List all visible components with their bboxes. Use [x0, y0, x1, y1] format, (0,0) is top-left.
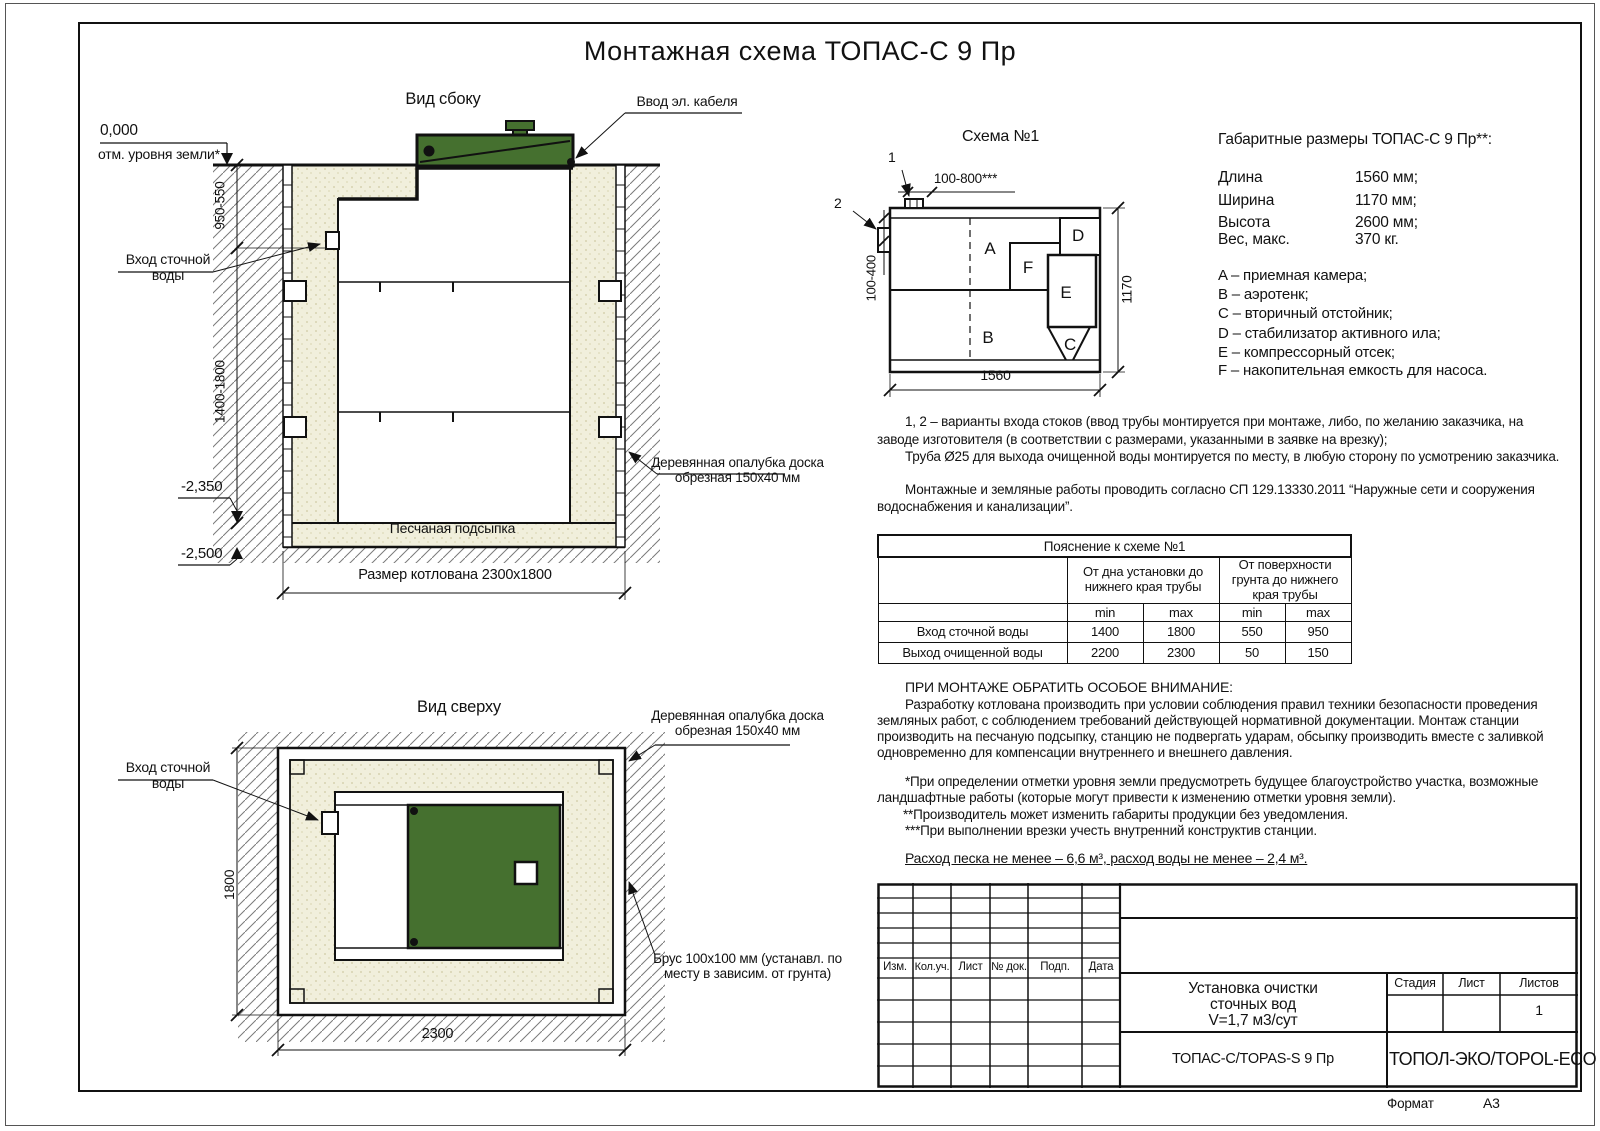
attention-line-3: производить на песчаную подсыпку, станцию не подвергать ударам, обсыпку производить вместе с заливкой	[877, 729, 1544, 744]
col-podp: Подп.	[1040, 961, 1070, 973]
row-label: Вход сточной воды	[878, 621, 1067, 642]
legend-b: B – аэротенк;	[1218, 286, 1309, 303]
table-row	[878, 621, 1351, 642]
table-group1: От дна установки до нижнего края трубы	[1067, 557, 1219, 603]
table-group2: От поверхности грунта до нижнего края трубы	[1219, 557, 1351, 603]
col-izm: Изм.	[883, 961, 907, 973]
table-corner-cell	[878, 557, 1067, 603]
title-block	[877, 883, 1597, 1088]
spec-weight-label: Вес, макс.	[1218, 231, 1290, 248]
compartment-c: C	[1063, 335, 1077, 354]
formwork-label-top: Деревянная опалубка доска обрезная 150х40 мм	[651, 708, 824, 739]
spec-height-value: 2600 мм;	[1355, 214, 1418, 231]
row-value: 1800	[1143, 621, 1219, 642]
beam-label: Брус 100х100 мм (устанавл. по месту в зависим. от грунта)	[653, 951, 842, 982]
footnote-2: **Производитель может изменить габариты продукции без уведомления.	[903, 807, 1349, 822]
legend-d: D – стабилизатор активного ила;	[1218, 325, 1441, 342]
company-name: ТОПОЛ-ЭКО/TOPOL-ECO	[1389, 1049, 1597, 1069]
row-value: 50	[1219, 642, 1285, 663]
note-line-1: 1, 2 – варианты входа стоков (ввод трубы монтируется при монтаже, либо, по желанию заказчика, на	[905, 414, 1524, 429]
note-line-2: заводе изготовителя (в соответствии с размерами, указанными в заявке на врезку);	[877, 432, 1388, 447]
spec-weight-value: 370 кг.	[1355, 231, 1399, 248]
zero-level-mark: 0,000	[100, 122, 138, 139]
row-value: 150	[1285, 642, 1351, 663]
schema1-title: Схема №1	[961, 128, 1040, 145]
dim-1800: 1800	[221, 869, 238, 901]
inlet-label-side: Вход сточной воды	[125, 251, 211, 283]
spec-length-label: Длина	[1218, 169, 1263, 186]
top-view-title: Вид сверху	[417, 698, 501, 716]
dim-1400-1800: 1400-1800	[212, 360, 228, 423]
legend-c: C – вторичный отстойник;	[1218, 305, 1393, 322]
row-value: 2200	[1067, 642, 1143, 663]
col-koluch: Кол.уч.	[914, 961, 950, 973]
col-list: Лист	[958, 961, 983, 973]
table-min-1: min	[1067, 603, 1143, 621]
schema-dim-left: 100-400	[863, 255, 879, 302]
compartment-f: F	[1022, 258, 1034, 277]
explanation-table	[877, 534, 1352, 664]
page-title: Монтажная схема ТОПАС-С 9 Пр	[583, 36, 1017, 66]
compartment-a: A	[984, 239, 996, 258]
product-title-1: Установка очистки	[1188, 980, 1318, 997]
sheet-label: Лист	[1458, 976, 1485, 990]
ground-level-note: отм. уровня земли*	[98, 146, 220, 162]
note-line-5: водоснабжения и канализации”.	[877, 499, 1073, 514]
dim-950-550: 950-550	[212, 181, 228, 230]
compartment-b: B	[982, 328, 994, 347]
format-label: Формат	[1387, 1096, 1434, 1111]
footnote-1b: ландшафтные работы (которые могут привести к изменению отметки уровня земли).	[877, 790, 1396, 805]
footnote-3: ***При выполнении врезки учесть внутренний конструктив станции.	[905, 823, 1317, 838]
schema-dim-top: 100-800***	[933, 171, 998, 186]
table-max-2: max	[1285, 603, 1351, 621]
legend-e: E – компрессорный отсек;	[1218, 344, 1395, 361]
specs-title: Габаритные размеры ТОПАС-С 9 Пр**:	[1218, 131, 1492, 148]
attention-line-1: Разработку котлована производить при условии соблюдения правил техники безопасности проведения	[905, 697, 1538, 712]
row-value: 1400	[1067, 621, 1143, 642]
compartment-e: E	[1060, 283, 1072, 302]
top-view-drawing	[80, 690, 820, 1075]
spec-length-value: 1560 мм;	[1355, 169, 1418, 186]
inlet-label-top: Вход сточной воды	[125, 759, 211, 791]
legend-a: A – приемная камера;	[1218, 267, 1368, 284]
pit-size-label: Размер котлована 2300х1800	[358, 567, 552, 583]
note-line-3: Труба Ø25 для выхода очищенной воды монтируется по месту, в любую сторону по усмотрению заказчика.	[905, 449, 1560, 464]
mark-2350: -2,350	[181, 478, 223, 495]
sheets-value: 1	[1535, 1002, 1543, 1018]
schema-point-1: 1	[888, 149, 896, 165]
schema-dim-width: 1560	[980, 367, 1011, 383]
attention-line-4: одновременно для компенсации внутреннего и внешнего давления.	[877, 745, 1293, 760]
spec-width-label: Ширина	[1218, 192, 1275, 209]
formwork-label-side: Деревянная опалубка доска обрезная 150х40 мм	[651, 455, 824, 486]
table-min-2: min	[1219, 603, 1285, 621]
attention-title: ПРИ МОНТАЖЕ ОБРАТИТЬ ОСОБОЕ ВНИМАНИЕ:	[905, 679, 1233, 695]
sand-bed-label: Песчаная подсыпка	[389, 520, 516, 536]
footnote-1a: *При определении отметки уровня земли предусмотреть будущее благоустройство участка, возможные	[905, 774, 1539, 789]
spec-height-label: Высота	[1218, 214, 1271, 231]
product-title-3: V=1,7 м3/сут	[1208, 1012, 1298, 1029]
note-line-4: Монтажные и земляные работы проводить согласно СП 129.13330.2011 “Наружные сети и сооружения	[905, 482, 1535, 497]
dim-2300: 2300	[421, 1026, 454, 1042]
cable-entry-label: Ввод эл. кабеля	[636, 93, 738, 109]
table-title: Пояснение к схеме №1	[878, 535, 1351, 557]
schema-dim-height: 1170	[1119, 275, 1135, 304]
format-value: А3	[1483, 1095, 1500, 1111]
row-label: Выход очищенной воды	[878, 642, 1067, 663]
spec-width-value: 1170 мм;	[1355, 192, 1417, 209]
table-empty-cell	[878, 603, 1067, 621]
attention-line-2: земляных работ, с соблюдением требований действующей нормативной документации. Монтаж станции	[877, 713, 1519, 728]
col-data: Дата	[1088, 961, 1114, 973]
side-view-title: Вид сбоку	[405, 90, 481, 108]
table-row	[878, 642, 1351, 663]
legend-f: F – накопительная емкость для насоса.	[1218, 362, 1488, 379]
compartment-d: D	[1071, 226, 1085, 245]
mark-2500: -2,500	[181, 545, 223, 562]
stage-label: Стадия	[1394, 976, 1436, 990]
col-ndok: № док.	[991, 961, 1027, 973]
product-title-2: сточных вод	[1210, 996, 1296, 1013]
table-max-1: max	[1143, 603, 1219, 621]
row-value: 550	[1219, 621, 1285, 642]
sheets-label: Листов	[1519, 976, 1559, 990]
row-value: 2300	[1143, 642, 1219, 663]
schema-point-2: 2	[834, 195, 842, 211]
row-value: 950	[1285, 621, 1351, 642]
model-name: ТОПАС-С/TOPAS-S 9 Пр	[1172, 1051, 1334, 1067]
consumption-note: Расход песка не менее – 6,6 м³, расход воды не менее – 2,4 м³.	[905, 850, 1308, 866]
